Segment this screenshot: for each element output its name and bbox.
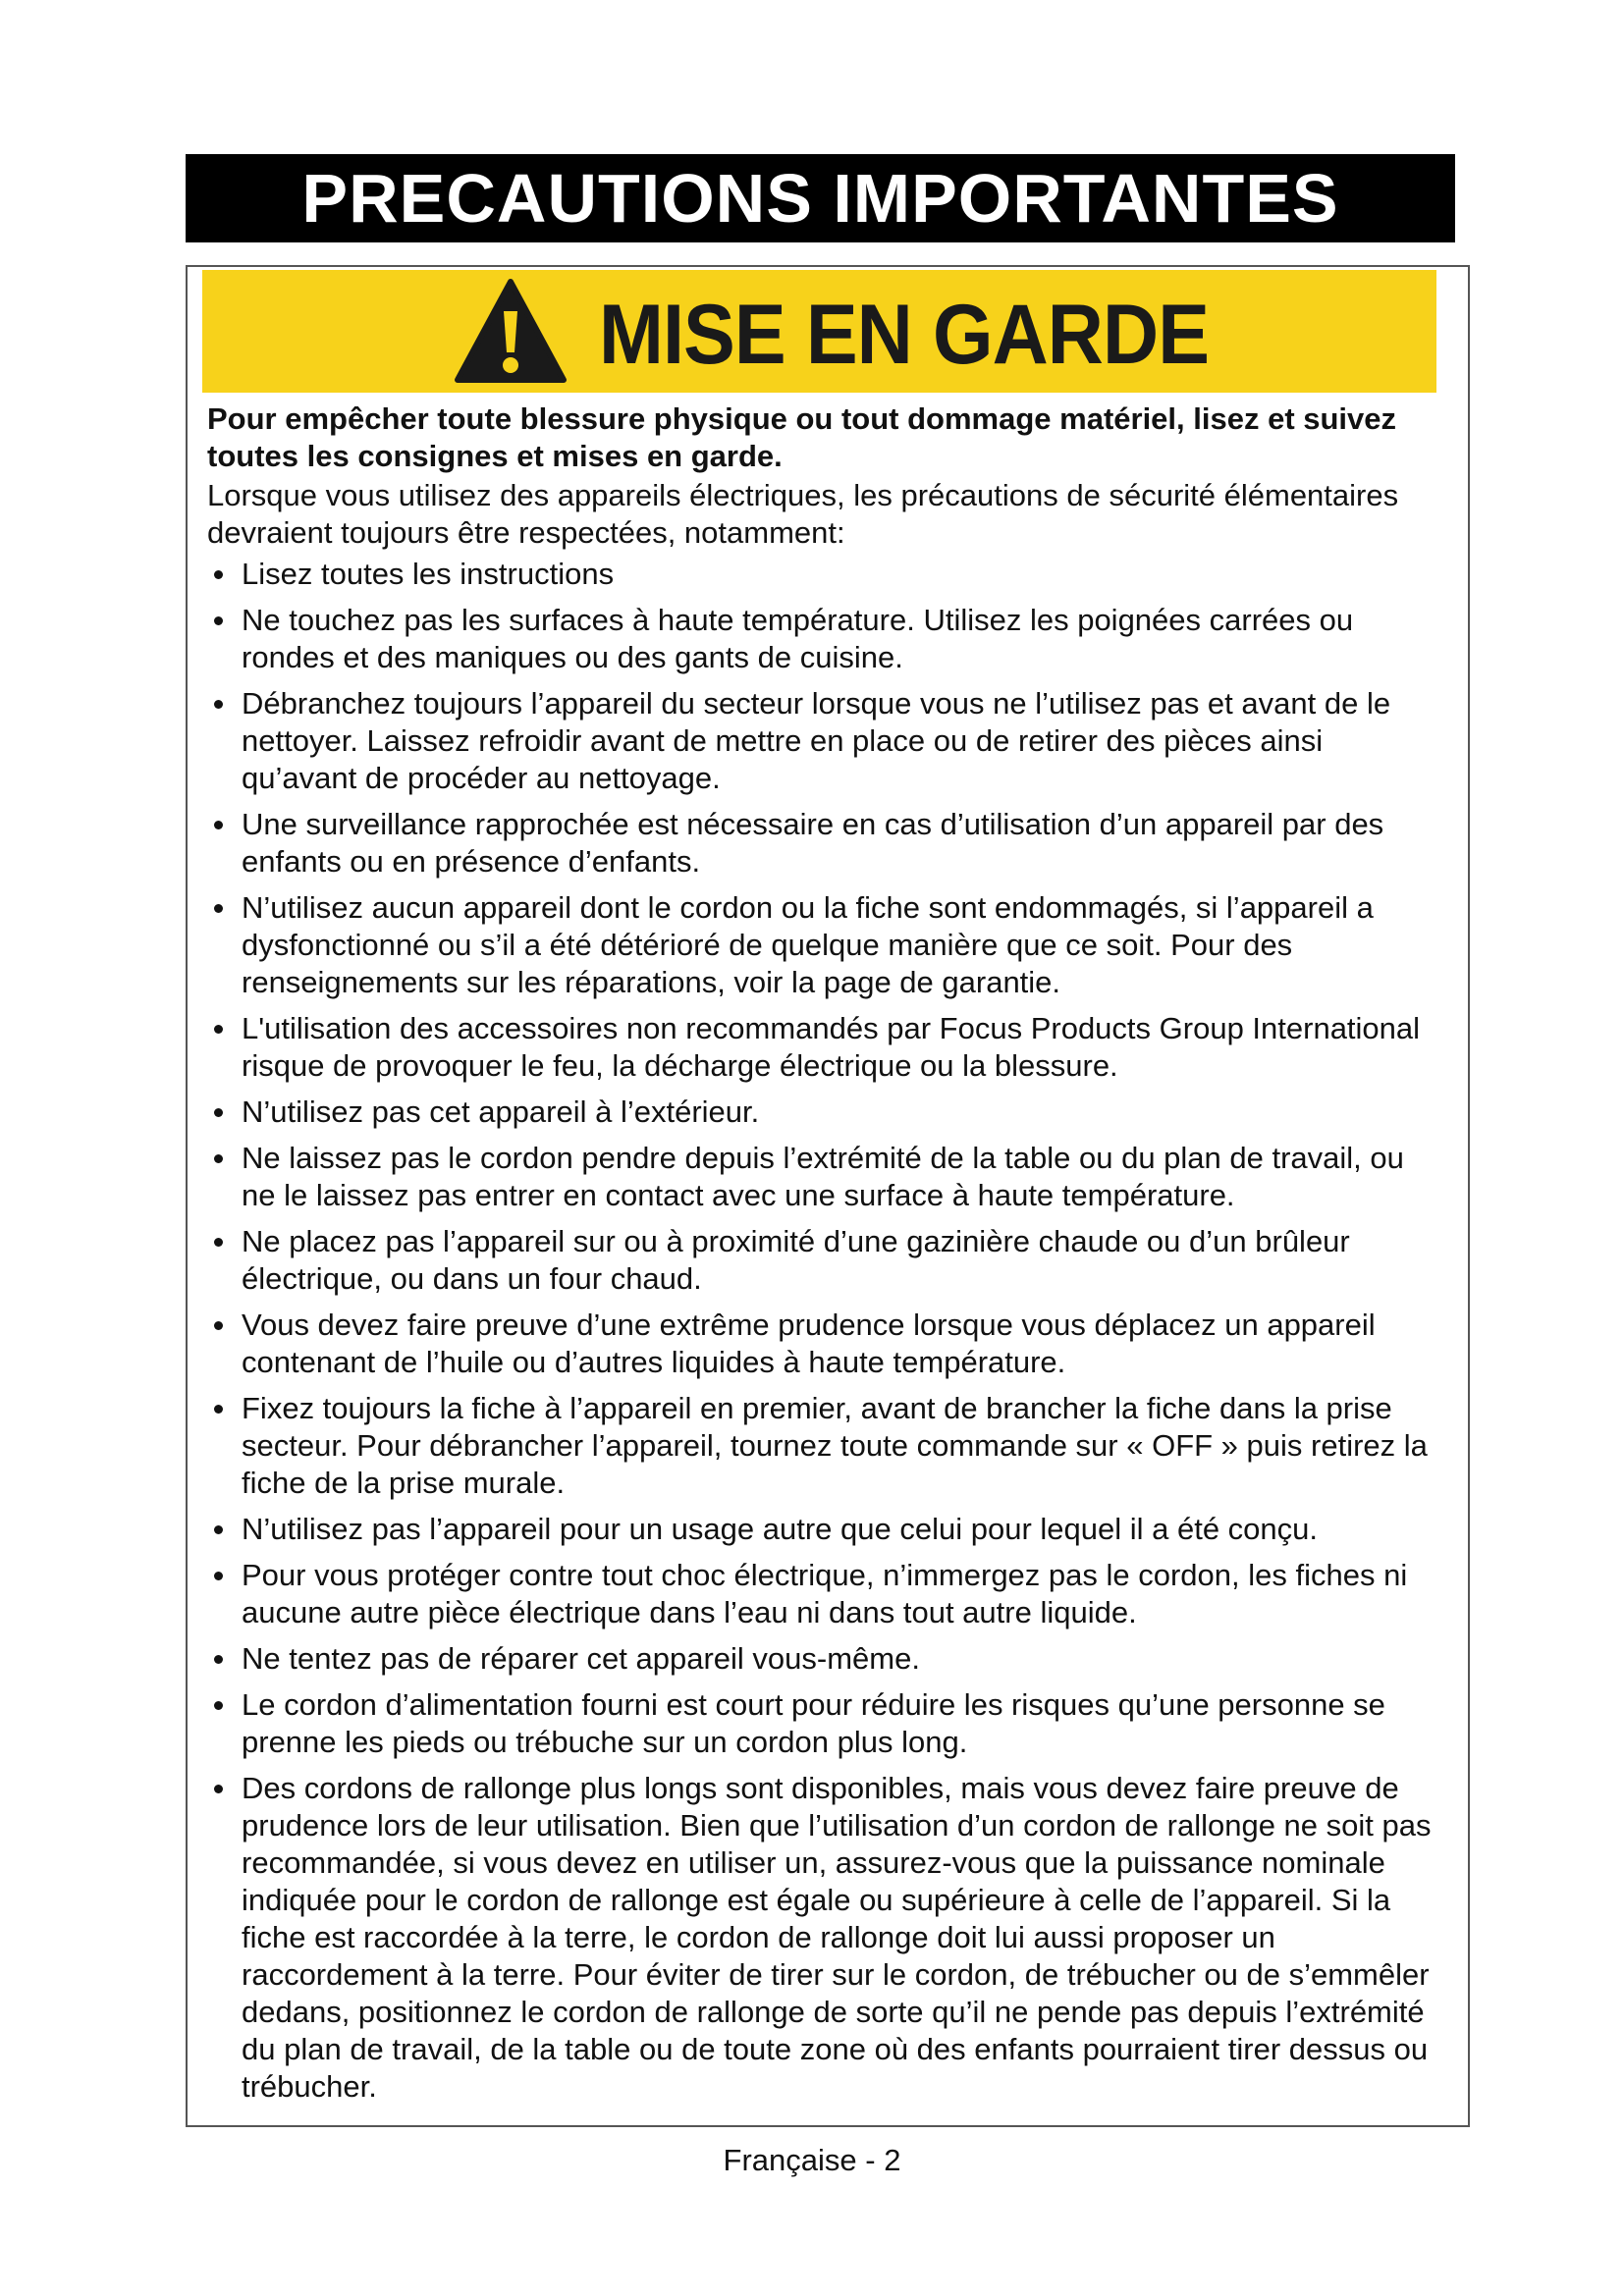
list-item bbox=[207, 1686, 1444, 1761]
list-item bbox=[207, 1511, 1444, 1548]
list-item-text: Ne laissez pas le cordon pendre depuis l’extrémité de la table ou du plan de travail, ou ne le laissez pas entrer en contact avec une surface à haute température. bbox=[242, 1141, 1404, 1212]
bullet-icon bbox=[214, 700, 223, 709]
bullet-icon bbox=[214, 1701, 223, 1710]
list-item bbox=[207, 1640, 1444, 1678]
list-item-text: Fixez toujours la fiche à l’appareil en premier, avant de brancher la fiche dans la prise secteur. Pour débrancher l’appareil, tournez toute commande sur « OFF » puis retirez la fiche de la prise murale. bbox=[242, 1391, 1428, 1500]
warning-label: MISE EN GARDE bbox=[599, 288, 1210, 382]
bullet-icon bbox=[214, 1655, 223, 1664]
bullet-icon bbox=[214, 570, 223, 579]
list-item bbox=[207, 556, 1444, 593]
list-item-text: N’utilisez aucun appareil dont le cordon ou la fiche sont endommagés, si l’appareil a dysfonctionné ou s’il a été détérioré de quelque manière que ce soit. Pour des renseignements sur les réparations, voir la page de garantie. bbox=[242, 890, 1374, 999]
list-item bbox=[207, 1770, 1444, 2106]
list-item bbox=[207, 806, 1444, 881]
list-item-text: Le cordon d’alimentation fourni est court pour réduire les risques qu’une personne se prenne les pieds ou trébuche sur un cordon plus long. bbox=[242, 1687, 1385, 1759]
bullet-icon bbox=[214, 1321, 223, 1330]
list-item-text: Une surveillance rapprochée est nécessaire en cas d’utilisation d’un appareil par des enfants ou en présence d’enfants. bbox=[242, 807, 1384, 879]
list-item bbox=[207, 1010, 1444, 1085]
list-item-text: Ne placez pas l’appareil sur ou à proximité d’une gazinière chaude ou d’un brûleur électrique, ou dans un four chaud. bbox=[242, 1224, 1350, 1296]
warning-triangle-icon bbox=[454, 278, 568, 386]
precautions-list bbox=[207, 556, 1444, 2106]
bullet-icon bbox=[214, 1108, 223, 1117]
list-item-text: Pour vous protéger contre tout choc électrique, n’immergez pas le cordon, les fiches ni aucune autre pièce électrique dans l’eau ni dans tout autre liquide. bbox=[242, 1558, 1408, 1629]
page-title: PRECAUTIONS IMPORTANTES bbox=[301, 160, 1339, 237]
bullet-icon bbox=[214, 616, 223, 625]
list-item-text: Débranchez toujours l’appareil du secteur lorsque vous ne l’utilisez pas et avant de le nettoyer. Laissez refroidir avant de mettre en place ou de retirer des pièces ainsi qu’avant de procéder au nettoyage. bbox=[242, 686, 1391, 795]
list-item-text: N’utilisez pas cet appareil à l’extérieur. bbox=[242, 1095, 760, 1129]
list-item bbox=[207, 1390, 1444, 1502]
bullet-icon bbox=[214, 1572, 223, 1580]
list-item-text: Vous devez faire preuve d’une extrême prudence lorsque vous déplacez un appareil contenant de l’huile ou d’autres liquides à haute température. bbox=[242, 1308, 1376, 1379]
list-item bbox=[207, 1140, 1444, 1214]
list-item bbox=[207, 889, 1444, 1001]
bullet-icon bbox=[214, 1785, 223, 1793]
bullet-icon bbox=[214, 1525, 223, 1534]
intro-paragraph: Lorsque vous utilisez des appareils électriques, les précautions de sécurité élémentaires devraient toujours être respectées, notamment: bbox=[207, 478, 1399, 550]
bullet-icon bbox=[214, 1238, 223, 1247]
list-item-text: L'utilisation des accessoires non recommandés par Focus Products Group International risque de provoquer le feu, la décharge électrique ou la blessure. bbox=[242, 1011, 1421, 1083]
bullet-icon bbox=[214, 1154, 223, 1163]
list-item-text: N’utilisez pas l’appareil pour un usage autre que celui pour lequel il a été conçu. bbox=[242, 1512, 1319, 1546]
page-number: Française - 2 bbox=[723, 2143, 901, 2177]
list-item bbox=[207, 1307, 1444, 1381]
lead-paragraph: Pour empêcher toute blessure physique ou tout dommage matériel, lisez et suivez toutes les consignes et mises en garde. bbox=[207, 401, 1397, 473]
list-item-text: Ne touchez pas les surfaces à haute température. Utilisez les poignées carrées ou rondes et des maniques ou des gants de cuisine. bbox=[242, 603, 1354, 674]
list-item-text: Lisez toutes les instructions bbox=[242, 557, 615, 591]
list-item bbox=[207, 1557, 1444, 1631]
list-item bbox=[207, 602, 1444, 676]
list-item-text: Des cordons de rallonge plus longs sont disponibles, mais vous devez faire preuve de prudence lors de leur utilisation. Bien que l’utilisation d’un cordon de rallonge ne soit pas recommandée, si vous devez en utiliser un, assurez-vous que la puissance nominale indiquée pour le cordon de rallonge est égale ou supérieure à celle de l’appareil. Si la fiche est raccordée à la terre, le cordon de rallonge doit lui aussi proposer un raccordement à la terre. Pour éviter de tirer sur le cordon, de trébucher ou de s’emmêler dedans, positionnez le cordon de rallonge de sorte qu’il ne pende pas depuis l’extrémité du plan de travail, de la table ou de toute zone où des enfants pourraient tirer dessus ou trébucher. bbox=[242, 1771, 1432, 2104]
bullet-icon bbox=[214, 821, 223, 829]
list-item bbox=[207, 1094, 1444, 1131]
list-item bbox=[207, 1223, 1444, 1298]
list-item-text: Ne tentez pas de réparer cet appareil vous-même. bbox=[242, 1641, 920, 1676]
title-banner bbox=[186, 154, 1455, 242]
bullet-icon bbox=[214, 1405, 223, 1414]
bullet-icon bbox=[214, 1025, 223, 1034]
list-item bbox=[207, 685, 1444, 797]
bullet-icon bbox=[214, 904, 223, 913]
safety-content bbox=[207, 400, 1444, 2114]
